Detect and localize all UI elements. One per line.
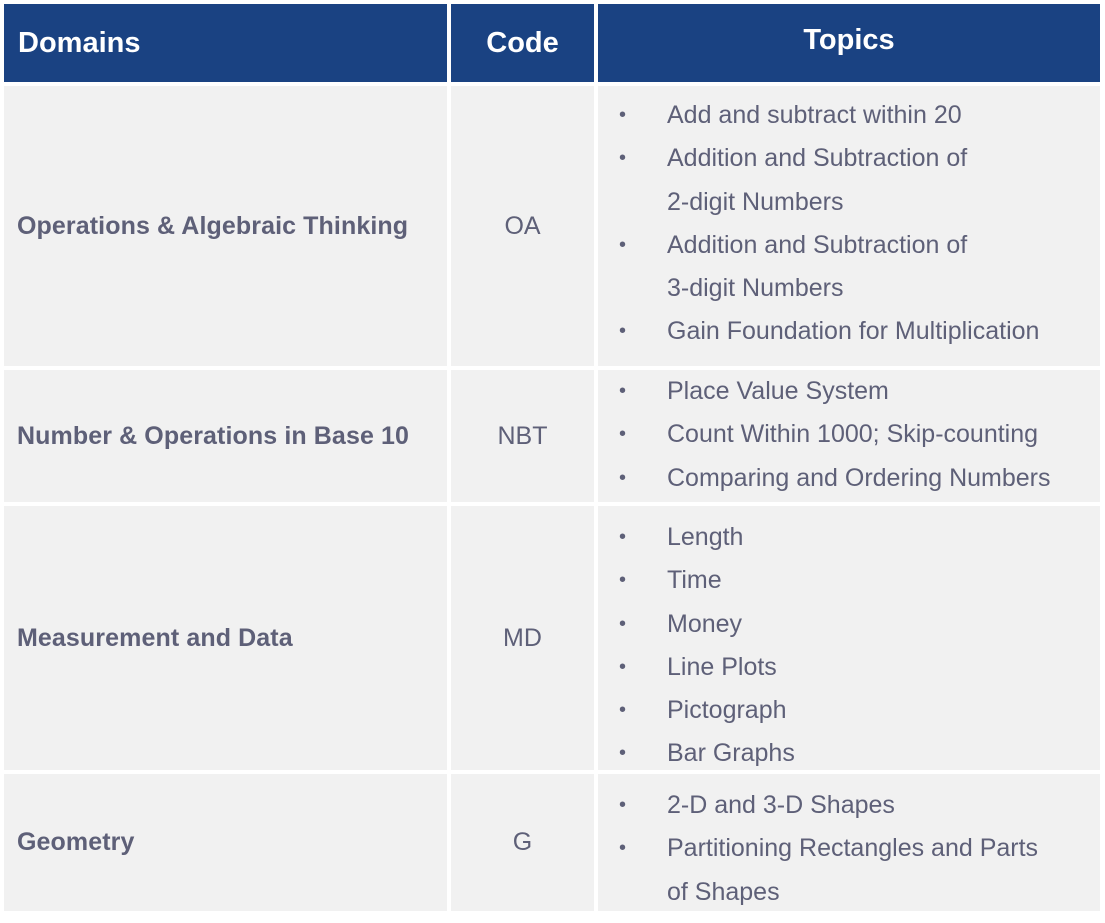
header-code: Code: [451, 4, 594, 82]
topic-item: • Add and subtract within 20: [598, 94, 1100, 137]
topic-item: • Place Value System: [598, 370, 1100, 413]
topic-list: [598, 784, 1100, 914]
header-topics: Topics: [598, 4, 1100, 82]
topics-cell: [598, 774, 1100, 911]
code-cell: G: [451, 774, 594, 911]
code-cell: NBT: [451, 370, 594, 502]
topic-item: • Money: [598, 603, 1100, 646]
topic-item: • Addition and Subtraction of 3-digit Numbers: [598, 224, 1100, 311]
topic-item: • Addition and Subtraction of 2-digit Numbers: [598, 137, 1100, 224]
topic-list: [598, 94, 1100, 354]
topic-list: [598, 516, 1100, 776]
domain-cell: Number & Operations in Base 10: [4, 370, 447, 502]
topic-item: • Line Plots: [598, 646, 1100, 689]
domain-cell: Geometry: [4, 774, 447, 911]
topics-cell: [598, 370, 1100, 502]
topic-item: • Comparing and Ordering Numbers: [598, 457, 1100, 500]
topic-item: • Gain Foundation for Multiplication: [598, 310, 1100, 353]
domain-cell: Measurement and Data: [4, 506, 447, 770]
header-domains: Domains: [4, 4, 447, 82]
topics-cell: [598, 86, 1100, 366]
code-cell: MD: [451, 506, 594, 770]
topic-item: • Count Within 1000; Skip-counting: [598, 413, 1100, 456]
topic-item: • 2-D and 3-D Shapes: [598, 784, 1100, 827]
topic-item: • Length: [598, 516, 1100, 559]
topic-item: • Bar Graphs: [598, 732, 1100, 775]
topics-cell: [598, 506, 1100, 770]
topic-item: • Time: [598, 559, 1100, 602]
topic-item: • Pictograph: [598, 689, 1100, 732]
domains-table: [4, 4, 1100, 919]
topic-item: • Partitioning Rectangles and Parts of Shapes: [598, 827, 1100, 914]
topic-list: [598, 370, 1100, 500]
code-cell: OA: [451, 86, 594, 366]
domain-cell: Operations & Algebraic Thinking: [4, 86, 447, 366]
